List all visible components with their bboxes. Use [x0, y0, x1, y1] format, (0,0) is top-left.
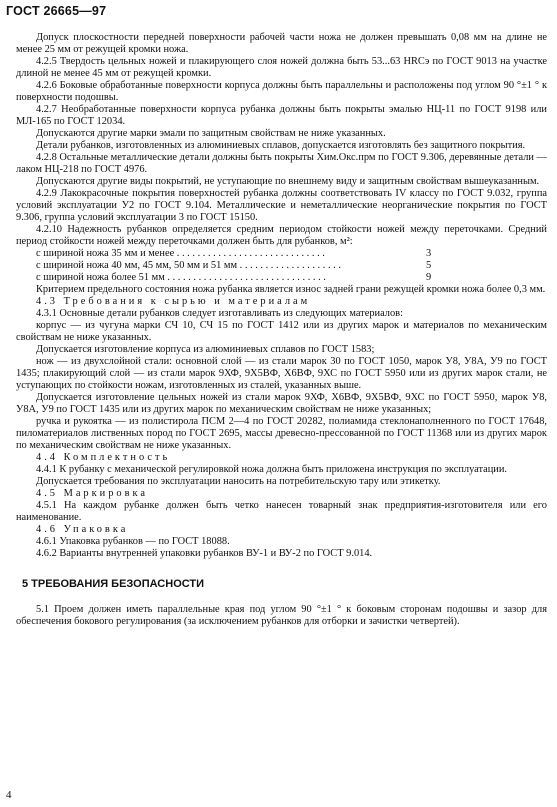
- paragraph: Допускается изготовление цельных ножей из стали марок 9ХФ, Х6ВФ, 9Х5ВФ, 9ХС по ГОСТ 5950, марок У8, У8А, У9 по ГОСТ 1435 или из других марок по механическим свойствам не ниже указанных;: [16, 392, 547, 415]
- paragraph: Допускаются другие виды покрытий, не уступающие по внешнему виду и защитным свойствам вышеуказанным.: [36, 176, 540, 187]
- paragraph: Детали рубанков, изготовленных из алюминиевых сплавов, допускается изготовлять без защитного покрытия.: [36, 140, 526, 151]
- paragraph: 4.2.7 Необработанные поверхности корпуса рубанка должны быть покрыты эмалью НЦ-11 по ГОСТ 9198 или МЛ-165 по ГОСТ 12034.: [16, 104, 547, 127]
- paragraph: 4.4.1 К рубанку с механической регулировкой ножа должна быть приложена инструкция по эксплуатации.: [36, 464, 508, 475]
- paragraph: 4.5.1 На каждом рубанке должен быть четко нанесен товарный знак предприятия-изготовителя или его наименование.: [16, 500, 547, 523]
- paragraph: ручка и рукоятка — из полистирола ПСМ 2—4 по ГОСТ 20282, полиамида стеклонаполненного по ГОСТ 17648, пиломатериалов лиственных пород по ГОСТ 2695, массы древесно-прессованной по ГОСТ 11368 или из других марок по механическим свойствам не ниже указанных.: [16, 416, 547, 451]
- stiffness-list: [16, 248, 547, 284]
- list-item-value: 9: [426, 272, 432, 283]
- paragraphs-group-b: [16, 284, 547, 560]
- paragraph: 4.2.8 Остальные металлические детали должны быть покрыты Хим.Окс.прм по ГОСТ 9.306, деревянные детали — лаком НЦ-218 по ГОСТ 4976.: [16, 152, 547, 175]
- paragraph: нож — из двухслойной стали: основной слой — из стали марок 30 по ГОСТ 1050, марок У8, У8А, У9 по ГОСТ 1435; плакирующий слой — из стали марок 9ХФ, 9Х5ВФ, Х6ВФ, 9ХС по ГОСТ 5950 или из других марок стали, не уступающих по стойкости ножам, изготовленных из сталей, указанных выше.: [16, 356, 547, 391]
- paragraph: 4.2.6 Боковые обработанные поверхности корпуса должны быть параллельны и расположены под углом 90 °±1 ° к поверхности подошвы.: [16, 80, 547, 103]
- paragraph: Допускается требования по эксплуатации наносить на потребительскую тару или этикетку.: [36, 476, 441, 487]
- paragraph: Критерием предельного состояния ножа рубанка является износ задней грани режущей кромки ножа более 0,3 мм.: [36, 284, 546, 295]
- paragraph: 4.6.1 Упаковка рубанков — по ГОСТ 18088.: [36, 536, 230, 547]
- list-item-text: с шириной ножа более 51 мм . . . . . . . . . . . . . . . . . . . . . . . . . . . . . . .: [36, 272, 326, 283]
- list-item: [36, 248, 547, 260]
- paragraph: 4.2.5 Твердость цельных ножей и плакирующего слоя ножей должна быть 53...63 HRCэ по ГОСТ 9013 на участке длиной не менее 45 мм от режущей кромки.: [16, 56, 547, 79]
- section-title: 5 ТРЕБОВАНИЯ БЕЗОПАСНОСТИ: [22, 578, 205, 590]
- paragraph: 4.3.1 Основные детали рубанков следует изготавливать из следующих материалов:: [36, 308, 403, 319]
- list-item-text: с шириной ножа 35 мм и менее . . . . . . . . . . . . . . . . . . . . . . . . . . . . .: [36, 248, 325, 259]
- list-item-text: с шириной ножа 40 мм, 45 мм, 50 мм и 51 мм . . . . . . . . . . . . . . . . . . . .: [36, 260, 341, 271]
- document-body: [16, 32, 547, 628]
- list-item: [36, 260, 547, 272]
- paragraphs-group-c: [16, 604, 547, 628]
- paragraph: Допускаются другие марки эмали по защитным свойствам не ниже указанных.: [36, 128, 386, 139]
- paragraph: Допуск плоскостности передней поверхности рабочей части ножа не должен превышать 0,08 мм на длине не менее 25 мм от режущей кромки ножа.: [16, 32, 547, 55]
- paragraphs-group-a: [16, 32, 547, 248]
- paragraph: 4.2.9 Лакокрасочные покрытия поверхностей рубанка должны соответствовать IV классу по ГОСТ 9.032, группа условий эксплуатации У2 по ГОСТ 9.104. Металлические и неметаллические неорганические покрытия по ГОСТ 9.306, группа условий эксплуатации 3 по ГОСТ 15150.: [16, 188, 547, 223]
- paragraph: 4.5 Маркировка: [36, 488, 149, 499]
- paragraph: корпус — из чугуна марки СЧ 10, СЧ 15 по ГОСТ 1412 или из других марок и материалов по механическим свойствам не ниже указанных.: [16, 320, 547, 343]
- page-number: 4: [6, 789, 12, 801]
- list-item-value: 5: [426, 260, 432, 271]
- paragraph: 4.6.2 Варианты внутренней упаковки рубанков ВУ-1 и ВУ-2 по ГОСТ 9.014.: [36, 548, 373, 559]
- document-header: ГОСТ 26665—97: [6, 4, 107, 18]
- paragraph: 4.2.10 Надежность рубанков определяется средним периодом стойкости ножей между переточками. Средний период стойкости ножей между переточками должен быть для рубанков, м²:: [16, 224, 547, 247]
- paragraph: 5.1 Проем должен иметь параллельные края под углом 90 °±1 ° к боковым сторонам подошвы и зазор для обеспечения бокового регулирования (за исключением рубанков для отборки и зачистки четвертей).: [16, 604, 547, 627]
- paragraph: 4.3 Требования к сырью и материалам: [36, 296, 311, 307]
- paragraph: 4.4 Комплектность: [36, 452, 171, 463]
- paragraph: Допускается изготовление корпуса из алюминиевых сплавов по ГОСТ 1583;: [36, 344, 375, 355]
- list-item-value: 3: [426, 248, 432, 259]
- paragraph: 4.6 Упаковка: [36, 524, 129, 535]
- list-item: [36, 272, 547, 284]
